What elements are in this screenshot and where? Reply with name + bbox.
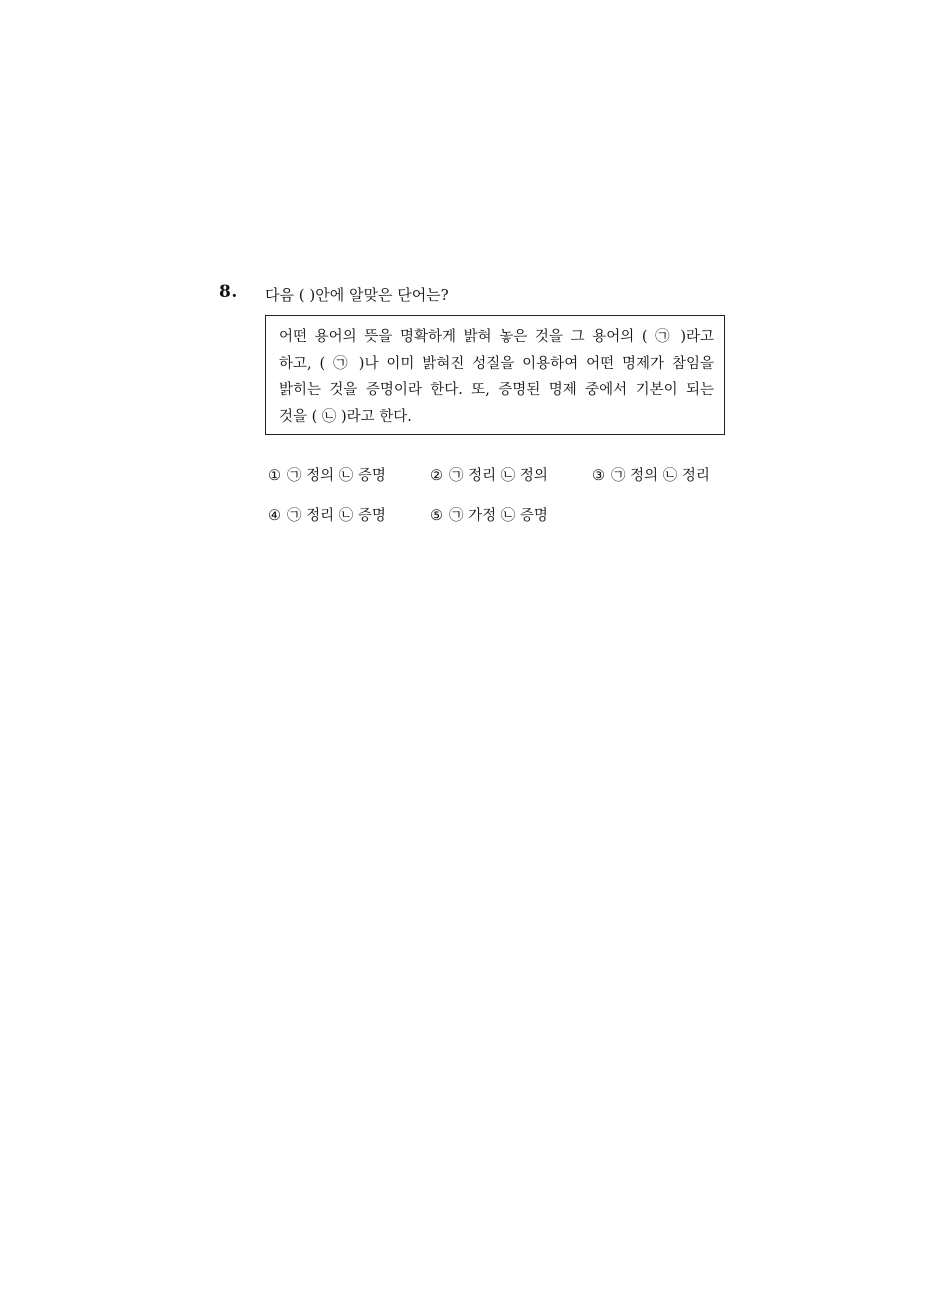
passage-line: 하고, ( ㉠ )나 이미 밝혀진 성질을 이용하여 어떤 명제가 참임을 bbox=[279, 355, 714, 372]
choice-number: ④ bbox=[268, 508, 281, 524]
choice-number: ① bbox=[268, 468, 281, 484]
choice-2[interactable] bbox=[430, 464, 548, 485]
passage-line: 밝히는 것을 증명이라 한다. 또, 증명된 명제 중에서 기본이 되는 bbox=[279, 382, 714, 398]
choice-number: ③ bbox=[592, 468, 605, 484]
choice-3[interactable] bbox=[592, 464, 710, 485]
question-stem: 다음 ( )안에 알맞은 단어는? bbox=[265, 286, 449, 304]
choice-text: ㉠ 가정 ㉡ 증명 bbox=[449, 508, 548, 524]
choice-row bbox=[268, 464, 738, 504]
question-number: 8. bbox=[219, 282, 238, 302]
choice-text: ㉠ 정리 ㉡ 정의 bbox=[449, 468, 548, 484]
choice-text: ㉠ 정리 ㉡ 증명 bbox=[287, 508, 386, 524]
choice-text: ㉠ 정의 ㉡ 정리 bbox=[611, 468, 710, 484]
passage-line: 것을 ( ㉡ )라고 한다. bbox=[279, 408, 412, 425]
choice-4[interactable] bbox=[268, 504, 386, 525]
choice-1[interactable] bbox=[268, 464, 386, 485]
answer-choices bbox=[268, 464, 738, 544]
choice-text: ㉠ 정의 ㉡ 증명 bbox=[287, 468, 386, 484]
passage-line: 어떤 용어의 뜻을 명확하게 밝혀 놓은 것을 그 용어의 ( ㉠ )라고 bbox=[279, 329, 714, 345]
choice-row bbox=[268, 504, 738, 544]
choice-number: ⑤ bbox=[430, 508, 443, 524]
passage-box bbox=[265, 315, 725, 435]
choice-number: ② bbox=[430, 468, 443, 484]
choice-5[interactable] bbox=[430, 504, 548, 525]
